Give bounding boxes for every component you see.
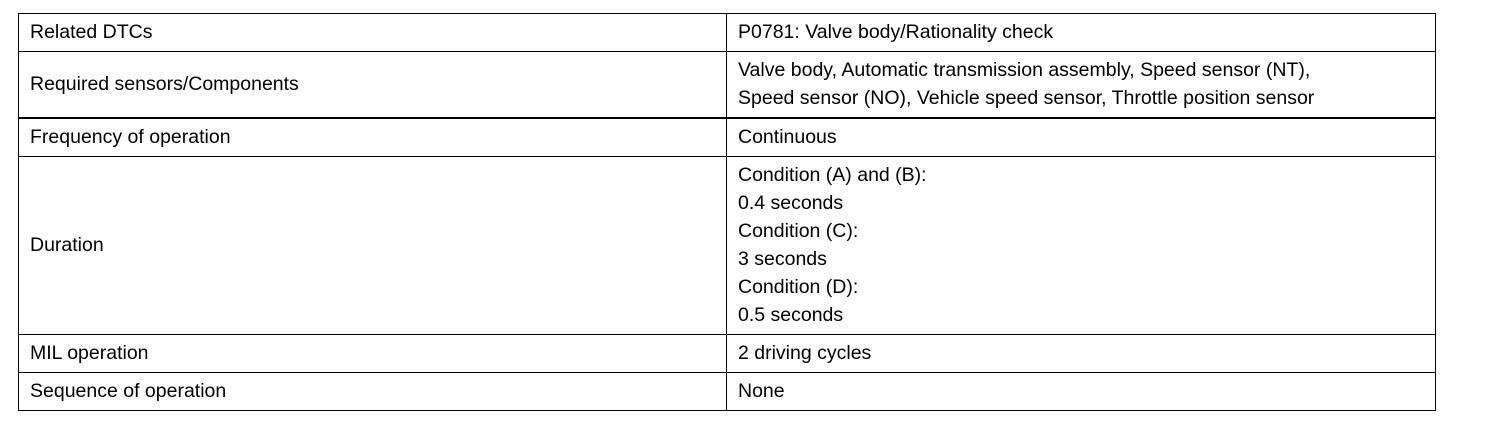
row-label: Duration bbox=[30, 234, 104, 256]
row-label: Frequency of operation bbox=[30, 126, 231, 148]
row-value-line: Valve body, Automatic transmission assembly, Speed sensor (NT), bbox=[738, 59, 1311, 81]
row-value-cell bbox=[727, 157, 1436, 335]
row-value-cell bbox=[727, 373, 1436, 411]
row-label-cell bbox=[19, 335, 727, 373]
table-row bbox=[19, 52, 1436, 119]
row-value-cell bbox=[727, 118, 1436, 157]
table-row bbox=[19, 118, 1436, 157]
monitor-specification-table bbox=[18, 13, 1436, 411]
row-value-line: Condition (C): bbox=[738, 220, 859, 242]
row-label-cell bbox=[19, 157, 727, 335]
row-label-cell bbox=[19, 14, 727, 52]
row-value-line: 3 seconds bbox=[738, 248, 827, 270]
table-row bbox=[19, 373, 1436, 411]
row-value-line: Continuous bbox=[738, 126, 837, 148]
row-value-line: P0781: Valve body/Rationality check bbox=[738, 21, 1054, 43]
row-value-line: 2 driving cycles bbox=[738, 342, 872, 364]
row-label-cell bbox=[19, 52, 727, 119]
row-label: Sequence of operation bbox=[30, 380, 227, 402]
table-row bbox=[19, 14, 1436, 52]
row-label: Required sensors/Components bbox=[30, 73, 299, 95]
row-value-cell bbox=[727, 52, 1436, 119]
row-label-cell bbox=[19, 118, 727, 157]
row-value-line: Condition (D): bbox=[738, 276, 859, 298]
row-value-line: 0.5 seconds bbox=[738, 304, 844, 326]
row-label: Related DTCs bbox=[30, 21, 153, 43]
row-value-cell bbox=[727, 14, 1436, 52]
row-value-cell bbox=[727, 335, 1436, 373]
table-row bbox=[19, 157, 1436, 335]
row-value-line: None bbox=[738, 380, 785, 402]
row-label: MIL operation bbox=[30, 342, 149, 364]
row-label-cell bbox=[19, 373, 727, 411]
row-value-line: Speed sensor (NO), Vehicle speed sensor, Throttle position sensor bbox=[738, 87, 1315, 109]
row-value-line: Condition (A) and (B): bbox=[738, 164, 927, 186]
row-value-line: 0.4 seconds bbox=[738, 192, 844, 214]
table-row bbox=[19, 335, 1436, 373]
